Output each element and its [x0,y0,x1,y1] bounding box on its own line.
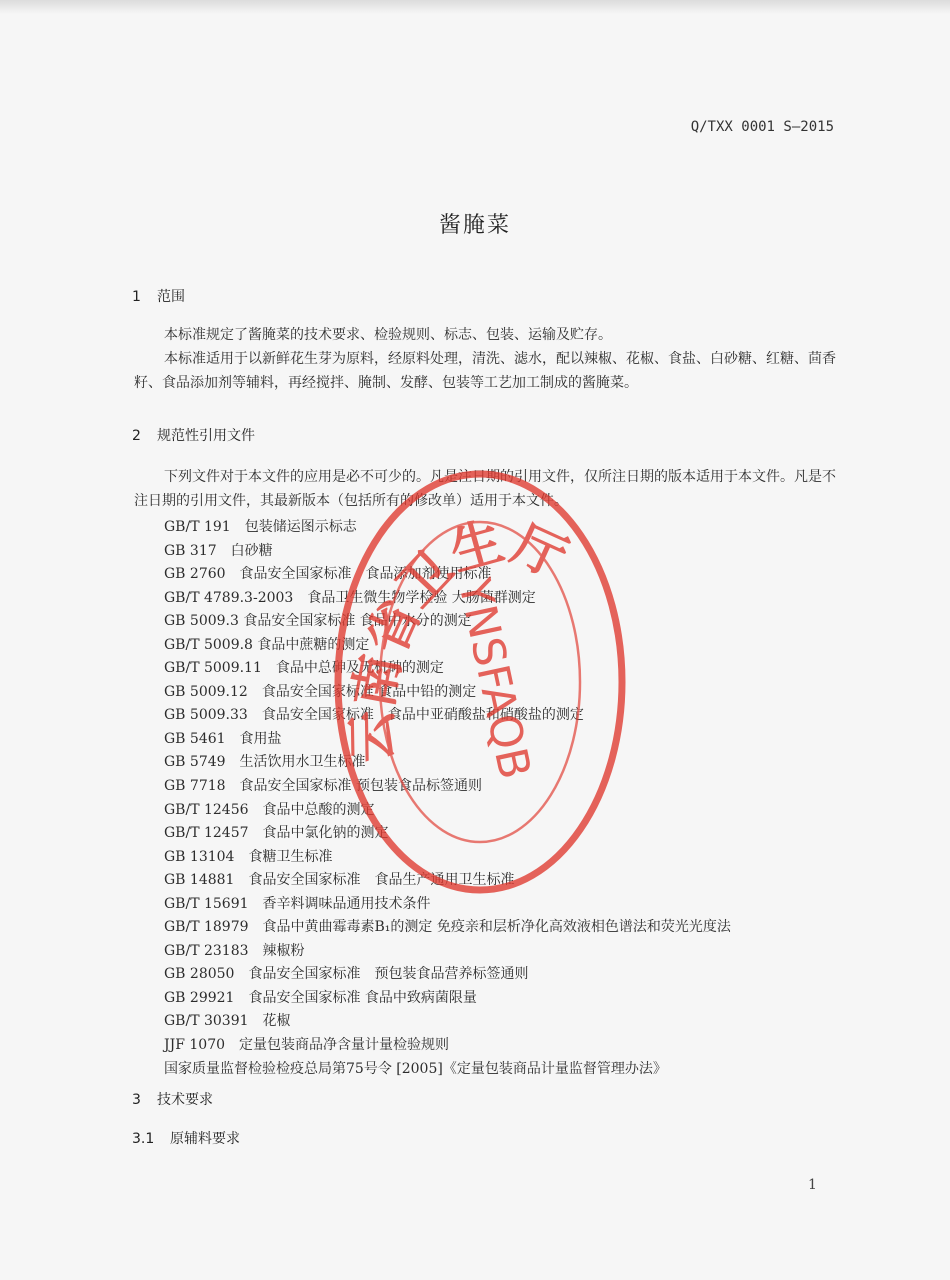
section-number: 3.1 [132,1131,155,1147]
reference-item: GB/T 15691 香辛料调味品通用技术条件 [164,895,431,912]
section-2-heading [132,425,255,445]
reference-item: GB/T 5009.11 食品中总砷及无机砷的测定 [164,660,444,677]
reference-item: GB/T 4789.3-2003 食品卫生微生物学检验 大肠菌群测定 [164,589,536,606]
reference-item: GB 2760 食品安全国家标准 食品添加剂使用标准 [164,566,492,583]
reference-item: JJF 1070 定量包装商品净含量计量检验规则 [164,1037,450,1054]
section-number: 3 [132,1092,141,1108]
page-number: 1 [808,1177,817,1193]
section-3-heading [132,1089,213,1109]
reference-item: GB 5461 食用盐 [164,730,282,747]
references-intro: 下列文件对于本文件的应用是必不可少的。凡是注日期的引用文件，仅所注日期的版本适用于本文件。凡是不注日期的引用文件，其最新版本（包括所有的修改单）适用于本文件。 [134,469,836,509]
reference-item: GB/T 191 包装储运图示标志 [164,519,357,535]
section-title: 技术要求 [157,1092,213,1108]
section-number: 2 [132,428,141,444]
reference-item: GB/T 23183 辣椒粉 [164,942,305,959]
reference-item: GB 14881 食品安全国家标准 食品生产通用卫生标准 [164,872,515,889]
reference-item: GB 13104 食糖卫生标准 [164,848,333,865]
reference-item: GB 29921 食品安全国家标准 食品中致病菌限量 [164,989,477,1006]
seal-text: 云南省卫生厅 [342,511,576,763]
document-title: 酱腌菜 [438,213,511,238]
section-title: 原辅料要求 [170,1131,240,1147]
section-3-1-heading [132,1128,240,1148]
reference-item: GB/T 12456 食品中总酸的测定 [164,801,375,818]
reference-list [164,516,731,1081]
document-code: Q/TXX 0001 S—2015 [690,119,834,135]
reference-item: GB/T 12457 食品中氯化钠的测定 [164,825,389,842]
reference-item: GB 5009.3 食品安全国家标准 食品中水分的测定 [164,613,472,630]
reference-item: GB/T 18979 食品中黄曲霉毒素B₁的测定 免疫亲和层析净化高效液相色谱法和荧光光度法 [164,919,731,936]
scope-paragraph-2: 本标准适用于以新鲜花生芽为原料，经原料处理，清洗、滤水，配以辣椒、花椒、食盐、白砂糖、红糖、茴香籽、食品添加剂等辅料，再经搅拌、腌制、发酵、包装等工艺加工制成的酱腌菜。 [134,351,836,391]
section-title: 范围 [157,289,185,305]
section-title: 规范性引用文件 [157,428,255,444]
reference-item: 国家质量监督检验检疫总局第75号令 [2005]《定量包装商品计量监督管理办法》 [164,1060,667,1077]
reference-item: GB 5009.33 食品安全国家标准 食品中亚硝酸盐和硝酸盐的测定 [164,707,584,724]
reference-item: GB 5009.12 食品安全国家标准 食品中铅的测定 [164,683,477,700]
reference-item: GB/T 5009.8 食品中蔗糖的测定 [164,636,370,653]
seal-code: YNSFAQB [448,574,541,784]
section-1-heading [132,286,185,306]
reference-item: GB 7718 食品安全国家标准 预包装食品标签通则 [164,778,482,795]
reference-item: GB 317 白砂糖 [164,542,273,559]
reference-item: GB/T 30391 花椒 [164,1013,291,1030]
reference-item: GB 5749 生活饮用水卫生标准 [164,754,366,771]
reference-item: GB 28050 食品安全国家标准 预包装食品营养标签通则 [164,966,529,983]
scan-edge [0,0,950,14]
section-number: 1 [132,289,141,305]
scope-paragraph-1: 本标准规定了酱腌菜的技术要求、检验规则、标志、包装、运输及贮存。 [164,327,612,343]
